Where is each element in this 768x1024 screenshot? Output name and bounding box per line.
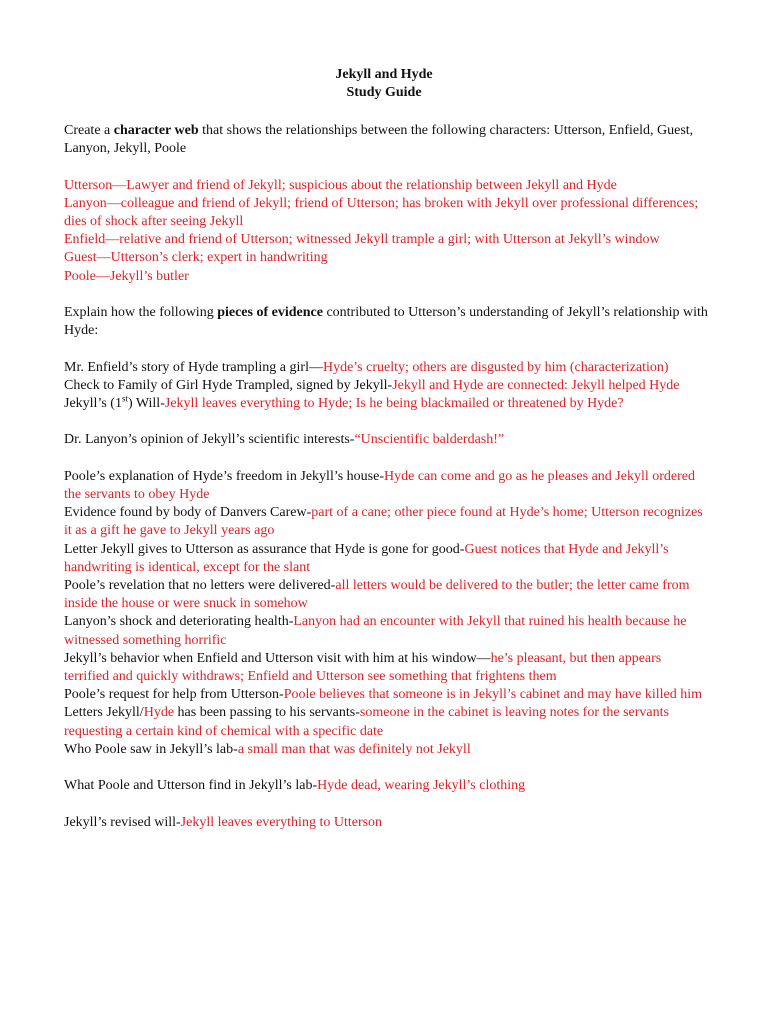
evidence-item: Poole’s request for help from Utterson-Poole believes that someone is in Jekyll’s cabinet and may have killed him bbox=[64, 687, 703, 703]
character-web-bold: character web bbox=[113, 123, 199, 138]
character-web-prompt: Create a character web that shows the relationships between the following characters: Utterson, Enfield, Guest, Lanyon, Jekyll, Poole bbox=[64, 123, 694, 157]
evidence-answer: Hyde can come and go as he pleases and Jekyll ordered the servants to obey Hyde bbox=[64, 468, 695, 502]
evidence-answer: someone in the cabinet is leaving notes for the servants requesting a certain kind of chemical with a specific date bbox=[64, 705, 669, 739]
evidence-item: What Poole and Utterson find in Jekyll’s lab-Hyde dead, wearing Jekyll’s clothing bbox=[64, 778, 526, 794]
evidence-answer: a small man that was definitely not Jekyll bbox=[237, 741, 471, 757]
evidence-answer: Jekyll leaves everything to Hyde; Is he being blackmailed or threatened by Hyde? bbox=[164, 396, 624, 411]
evidence-item: Jekyll’s behavior when Enfield and Utterson visit with him at his window—he’s pleasant, but then appears terrified and quickly withdraws; Enfield and Utterson see something that frightens them bbox=[64, 650, 662, 685]
evidence-item: Letters Jekyll/Hyde has been passing to his servants-someone in the cabinet is leaving notes for the servants requesting a certain kind of chemical with a specific date bbox=[64, 705, 669, 739]
evidence-item: Who Poole saw in Jekyll’s lab-a small man that was definitely not Jekyll bbox=[64, 741, 471, 757]
evidence-answer: he’s pleasant, but then appears terrified and quickly withdraws; Enfield and Utterson see something that frightens them bbox=[64, 650, 662, 685]
evidence-answer: Poole believes that someone is in Jekyll’s cabinet and may have killed him bbox=[283, 687, 703, 703]
character-entry: Enfield—relative and friend of Utterson; witnessed Jekyll trample a girl; with Utterson at Jekyll’s window bbox=[64, 232, 660, 248]
content bbox=[64, 122, 708, 832]
evidence-item: Dr. Lanyon’s opinion of Jekyll’s scientific interests-“Unscientific balderdash!” bbox=[64, 432, 505, 448]
document-subtitle: Study Guide bbox=[346, 85, 422, 100]
evidence-answer: Jekyll leaves everything to Utterson bbox=[180, 814, 383, 830]
evidence-item: Jekyll’s (1st) Will-Jekyll leaves everything to Hyde; Is he being blackmailed or threatened by Hyde? bbox=[64, 393, 624, 411]
character-entry: Lanyon—colleague and friend of Jekyll; friend of Utterson; has broken with Jekyll over professional differences; dies of shock after seeing Jekyll bbox=[64, 195, 699, 229]
evidence-item: Evidence found by body of Danvers Carew-part of a cane; other piece found at Hyde’s home; Utterson recognizes it as a gift he gave to Jekyll years ago bbox=[64, 505, 703, 539]
evidence-answer: all letters would be delivered to the butler; the letter came from inside the house or were snuck in somehow bbox=[64, 578, 690, 612]
evidence-prompt: Explain how the following pieces of evidence contributed to Utterson’s understanding of Jekyll’s relationship with Hyde: bbox=[64, 305, 708, 339]
evidence-answer: part of a cane; other piece found at Hyde’s home; Utterson recognizes it as a gift he gave to Jekyll years ago bbox=[64, 505, 703, 539]
evidence-answer: Jekyll and Hyde are connected: Jekyll helped Hyde bbox=[392, 377, 680, 393]
document-title: Jekyll and Hyde bbox=[335, 67, 433, 82]
evidence-item: Lanyon’s shock and deteriorating health-Lanyon had an encounter with Jekyll that ruined his health because he witnessed something horrific bbox=[64, 614, 687, 648]
evidence-item: Mr. Enfield’s story of Hyde trampling a girl—Hyde’s cruelty; others are disgusted by him (characterization) bbox=[64, 359, 669, 375]
evidence-answer: “Unscientific balderdash!” bbox=[354, 432, 505, 448]
evidence-item: Jekyll’s revised will-Jekyll leaves everything to Utterson bbox=[64, 814, 383, 830]
character-entry: Poole—Jekyll’s butler bbox=[64, 268, 189, 284]
character-entry: Guest—Utterson’s clerk; expert in handwriting bbox=[64, 250, 328, 266]
evidence-item: Letter Jekyll gives to Utterson as assurance that Hyde is gone for good-Guest notices that Hyde and Jekyll’s handwriting is identical, except for the slant bbox=[64, 541, 669, 575]
character-entry: Utterson—Lawyer and friend of Jekyll; suspicious about the relationship between Jekyll and Hyde bbox=[64, 177, 617, 193]
evidence-item: Poole’s revelation that no letters were delivered-all letters would be delivered to the butler; the letter came from inside the house or were snuck in somehow bbox=[64, 578, 690, 612]
evidence-answer: Lanyon had an encounter with Jekyll that ruined his health because he witnessed something horrific bbox=[64, 614, 687, 648]
evidence-item: Check to Family of Girl Hyde Trampled, signed by Jekyll-Jekyll and Hyde are connected: Jekyll helped Hyde bbox=[64, 377, 680, 393]
evidence-item: Poole’s explanation of Hyde’s freedom in Jekyll’s house-Hyde can come and go as he pleases and Jekyll ordered the servants to obey Hyde bbox=[64, 468, 695, 502]
evidence-answer: Guest notices that Hyde and Jekyll’s handwriting is identical, except for the slant bbox=[64, 541, 669, 575]
evidence-answer: Hyde dead, wearing Jekyll’s clothing bbox=[317, 778, 526, 794]
evidence-bold: pieces of evidence bbox=[217, 305, 323, 320]
header bbox=[0, 66, 768, 102]
evidence-answer: Hyde’s cruelty; others are disgusted by him (characterization) bbox=[322, 359, 669, 375]
